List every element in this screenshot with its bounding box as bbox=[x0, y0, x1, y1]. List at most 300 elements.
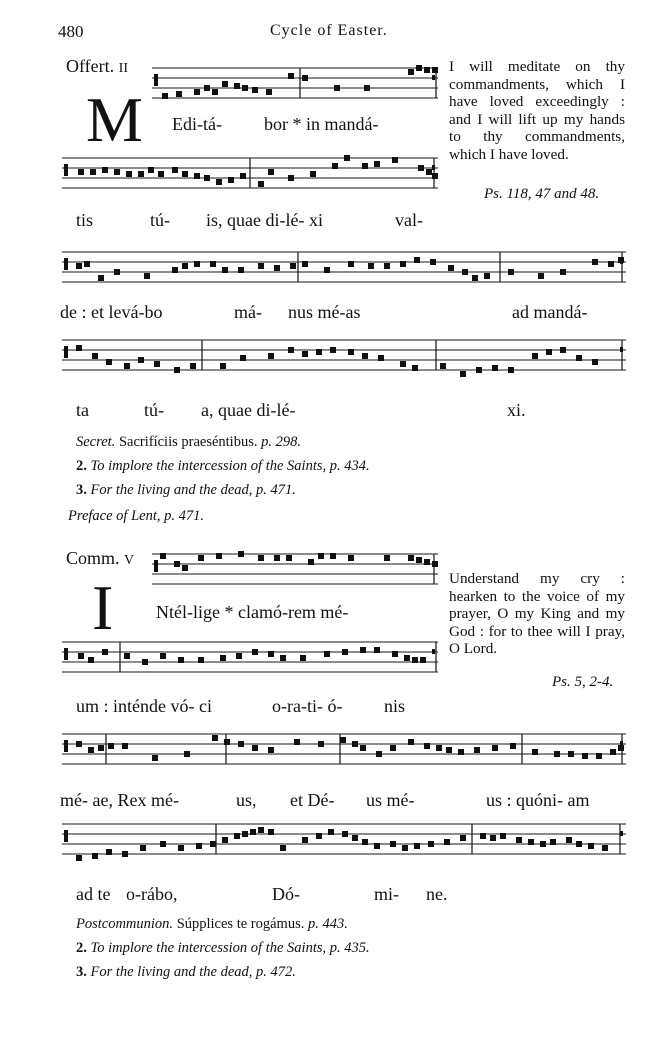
neume-note bbox=[340, 737, 346, 743]
communion-lyric-3a: mé- ae, Rex mé- bbox=[60, 790, 179, 810]
postcomm-commemoration-3-num: 3. bbox=[76, 964, 87, 980]
running-title: Cycle of Easter. bbox=[270, 22, 388, 39]
custos-icon bbox=[432, 649, 435, 654]
neume-note bbox=[196, 843, 202, 849]
offertory-lyric-2c: is, quae di-lé- xi bbox=[206, 210, 323, 230]
neume-note bbox=[610, 749, 616, 755]
neume-note bbox=[90, 169, 96, 175]
secret-line bbox=[76, 434, 301, 451]
neume-note bbox=[462, 269, 468, 275]
neume-note bbox=[510, 743, 516, 749]
neume-note bbox=[528, 839, 534, 845]
neume-note bbox=[384, 555, 390, 561]
postcomm-commemoration-3-ref: p. 472. bbox=[256, 964, 296, 980]
neume-note bbox=[592, 259, 598, 265]
neume-note bbox=[102, 649, 108, 655]
neume-note bbox=[444, 839, 450, 845]
neume-note bbox=[532, 353, 538, 359]
offertory-reference: Ps. 118, 47 and 48. bbox=[484, 186, 600, 202]
neume-note bbox=[268, 651, 274, 657]
neume-note bbox=[332, 163, 338, 169]
neume-note bbox=[294, 739, 300, 745]
neume-note bbox=[258, 263, 264, 269]
neume-note bbox=[194, 173, 200, 179]
neume-note bbox=[408, 555, 414, 561]
neume-note bbox=[302, 75, 308, 81]
neume-note bbox=[216, 179, 222, 185]
neume-note bbox=[268, 169, 274, 175]
neume-note bbox=[362, 163, 368, 169]
neume-note bbox=[490, 835, 496, 841]
commemoration-2-line bbox=[76, 458, 370, 475]
neume-note bbox=[98, 275, 104, 281]
neume-note bbox=[368, 263, 374, 269]
neume-note bbox=[424, 743, 430, 749]
communion-mode: V bbox=[124, 553, 135, 568]
neume-note bbox=[588, 843, 594, 849]
neume-note bbox=[566, 837, 572, 843]
communion-lyric-3b: us, bbox=[236, 790, 257, 810]
neume-note bbox=[144, 273, 150, 279]
neume-note bbox=[302, 261, 308, 267]
neume-note bbox=[252, 87, 258, 93]
neume-note bbox=[432, 173, 438, 179]
neume-note bbox=[328, 829, 334, 835]
neume-note bbox=[224, 739, 230, 745]
neume-note bbox=[390, 745, 396, 751]
neume-note bbox=[602, 845, 608, 851]
neume-note bbox=[420, 657, 426, 663]
postcomm-commemoration-3-text: For the living and the dead, bbox=[90, 964, 253, 980]
neume-note bbox=[162, 93, 168, 99]
postcommunion-line bbox=[76, 916, 348, 933]
neume-note bbox=[204, 85, 210, 91]
preface-text: Preface of Lent, bbox=[68, 508, 161, 524]
neume-note bbox=[424, 559, 430, 565]
clef-icon bbox=[64, 164, 68, 176]
neume-note bbox=[234, 833, 240, 839]
neume-note bbox=[576, 355, 582, 361]
neume-note bbox=[408, 69, 414, 75]
communion-label-text: Comm. bbox=[66, 548, 120, 568]
neume-note bbox=[228, 177, 234, 183]
neume-note bbox=[210, 841, 216, 847]
neume-note bbox=[212, 89, 218, 95]
neume-note bbox=[460, 835, 466, 841]
neume-note bbox=[190, 363, 196, 369]
neume-note bbox=[400, 261, 406, 267]
neume-note bbox=[330, 347, 336, 353]
neume-note bbox=[288, 73, 294, 79]
custos-icon bbox=[620, 259, 623, 264]
secret-ref: p. 298. bbox=[261, 434, 301, 450]
neume-note bbox=[436, 745, 442, 751]
neume-note bbox=[418, 165, 424, 171]
neume-note bbox=[234, 83, 240, 89]
neume-note bbox=[426, 169, 432, 175]
communion-staff-4 bbox=[62, 818, 626, 870]
neume-note bbox=[316, 349, 322, 355]
neume-note bbox=[424, 67, 430, 73]
neume-note bbox=[258, 181, 264, 187]
neume-note bbox=[240, 355, 246, 361]
neume-note bbox=[492, 365, 498, 371]
neume-note bbox=[238, 551, 244, 557]
neume-note bbox=[288, 175, 294, 181]
neume-note bbox=[194, 89, 200, 95]
neume-note bbox=[84, 261, 90, 267]
neume-note bbox=[360, 745, 366, 751]
custos-icon bbox=[620, 741, 623, 746]
neume-note bbox=[374, 647, 380, 653]
communion-label bbox=[66, 548, 134, 569]
neume-note bbox=[554, 751, 560, 757]
neume-note bbox=[204, 175, 210, 181]
neume-note bbox=[480, 833, 486, 839]
neume-note bbox=[124, 363, 130, 369]
neume-note bbox=[158, 171, 164, 177]
neume-note bbox=[310, 171, 316, 177]
neume-note bbox=[376, 751, 382, 757]
neume-note bbox=[404, 655, 410, 661]
neume-note bbox=[472, 275, 478, 281]
neume-note bbox=[124, 653, 130, 659]
offertory-label-text: Offert. bbox=[66, 56, 115, 76]
neume-note bbox=[352, 741, 358, 747]
neume-note bbox=[568, 751, 574, 757]
neume-note bbox=[198, 555, 204, 561]
communion-lyric-4d: mi- bbox=[374, 884, 399, 904]
neume-note bbox=[412, 657, 418, 663]
neume-note bbox=[392, 651, 398, 657]
custos-icon bbox=[620, 831, 623, 836]
neume-note bbox=[240, 173, 246, 179]
secret-label: Secret. bbox=[76, 434, 116, 450]
neume-note bbox=[178, 657, 184, 663]
neume-note bbox=[414, 843, 420, 849]
neume-note bbox=[560, 347, 566, 353]
neume-note bbox=[364, 85, 370, 91]
communion-lyric-3d: us mé- bbox=[366, 790, 415, 810]
communion-lyric-3c: et Dé- bbox=[290, 790, 335, 810]
communion-lyric-4e: ne. bbox=[426, 884, 448, 904]
postcommunion-ref: p. 443. bbox=[307, 916, 348, 932]
offertory-translation: I will meditate on thy commandments, which I have loved exceedingly : and I will lift up my hands to thy commandments, which I have loved. bbox=[449, 58, 625, 163]
neume-note bbox=[268, 747, 274, 753]
neume-note bbox=[362, 353, 368, 359]
neume-note bbox=[390, 841, 396, 847]
neume-note bbox=[102, 167, 108, 173]
neume-note bbox=[302, 351, 308, 357]
offertory-mode: II bbox=[118, 61, 128, 76]
neume-note bbox=[392, 157, 398, 163]
neume-note bbox=[378, 355, 384, 361]
communion-lyric-4c: Dó- bbox=[272, 884, 300, 904]
postcomm-commemoration-2-num: 2. bbox=[76, 940, 87, 956]
clef-icon bbox=[64, 740, 68, 752]
neume-note bbox=[182, 565, 188, 571]
commemoration-3-num: 3. bbox=[76, 482, 87, 498]
neume-note bbox=[88, 747, 94, 753]
neume-note bbox=[252, 649, 258, 655]
neume-note bbox=[268, 353, 274, 359]
neume-note bbox=[342, 831, 348, 837]
neume-note bbox=[140, 845, 146, 851]
communion-lyric-4b: o-rábo, bbox=[126, 884, 178, 904]
neume-note bbox=[402, 845, 408, 851]
offertory-staff-2 bbox=[62, 152, 438, 204]
neume-note bbox=[258, 827, 264, 833]
neume-note bbox=[484, 273, 490, 279]
neume-note bbox=[250, 829, 256, 835]
neume-note bbox=[138, 357, 144, 363]
neume-note bbox=[508, 269, 514, 275]
neume-note bbox=[184, 751, 190, 757]
neume-note bbox=[178, 845, 184, 851]
neume-note bbox=[582, 753, 588, 759]
neume-note bbox=[318, 741, 324, 747]
offertory-lyric-1b: bor * in mandá- bbox=[264, 114, 379, 134]
neume-note bbox=[576, 841, 582, 847]
neume-note bbox=[342, 649, 348, 655]
neume-note bbox=[608, 261, 614, 267]
communion-lyric-2c: nis bbox=[384, 696, 406, 716]
communion-lyric-2a: um : inténde vó- ci bbox=[76, 696, 212, 716]
neume-note bbox=[266, 89, 272, 95]
neume-note bbox=[428, 841, 434, 847]
communion-staff-1 bbox=[152, 548, 438, 598]
custos-icon bbox=[432, 75, 435, 80]
neume-note bbox=[106, 359, 112, 365]
communion-translation: Understand my cry : hearken to the voice of my prayer, O my King and my God : for to thee will I pray, O Lord. bbox=[449, 570, 625, 658]
neume-note bbox=[374, 161, 380, 167]
custos-icon bbox=[432, 561, 435, 566]
neume-note bbox=[316, 833, 322, 839]
communion-lyric-2b: o-ra-ti- ó- bbox=[272, 696, 343, 716]
postcomm-commemoration-2-line bbox=[76, 940, 370, 957]
clef-icon bbox=[154, 74, 158, 86]
neume-note bbox=[274, 265, 280, 271]
neume-note bbox=[492, 745, 498, 751]
commemoration-2-text: To implore the intercession of the Saints, bbox=[90, 458, 327, 474]
neume-note bbox=[88, 657, 94, 663]
neume-note bbox=[532, 749, 538, 755]
neume-note bbox=[142, 659, 148, 665]
neume-note bbox=[258, 555, 264, 561]
secret-text: Sacrifíciis praeséntibus. bbox=[118, 434, 258, 450]
offertory-lyric-3a: de : et levá-bo bbox=[60, 302, 163, 322]
offertory-lyric-1a: Edi-tá- bbox=[172, 114, 222, 134]
neume-note bbox=[348, 555, 354, 561]
communion-reference: Ps. 5, 2-4. bbox=[552, 674, 614, 690]
neume-note bbox=[216, 553, 222, 559]
neume-note bbox=[324, 267, 330, 273]
neume-note bbox=[114, 269, 120, 275]
offertory-lyric-4b: tú- bbox=[144, 400, 164, 420]
custos-icon bbox=[432, 165, 435, 170]
neume-note bbox=[440, 363, 446, 369]
neume-note bbox=[76, 855, 82, 861]
neume-note bbox=[172, 167, 178, 173]
neume-note bbox=[114, 169, 120, 175]
clef-icon bbox=[64, 648, 68, 660]
communion-lyric-3e: us : quóni- am bbox=[486, 790, 590, 810]
neume-note bbox=[268, 829, 274, 835]
neume-note bbox=[220, 655, 226, 661]
neume-note bbox=[280, 845, 286, 851]
preface-line bbox=[68, 508, 204, 525]
neume-note bbox=[222, 81, 228, 87]
neume-note bbox=[414, 257, 420, 263]
neume-note bbox=[288, 347, 294, 353]
neume-note bbox=[160, 841, 166, 847]
neume-note bbox=[302, 837, 308, 843]
neume-note bbox=[412, 365, 418, 371]
postcommunion-text: Súpplices te rogámus. bbox=[176, 916, 305, 932]
neume-note bbox=[300, 655, 306, 661]
neume-note bbox=[212, 735, 218, 741]
neume-note bbox=[516, 837, 522, 843]
neume-note bbox=[92, 353, 98, 359]
neume-note bbox=[400, 361, 406, 367]
neume-note bbox=[176, 91, 182, 97]
neume-note bbox=[476, 367, 482, 373]
neume-note bbox=[432, 67, 438, 73]
neume-note bbox=[274, 555, 280, 561]
neume-note bbox=[550, 839, 556, 845]
offertory-lyric-2a: tis bbox=[76, 210, 94, 230]
offertory-initial: M bbox=[86, 84, 143, 155]
offertory-lyric-4a: ta bbox=[76, 400, 89, 420]
clef-icon bbox=[64, 258, 68, 270]
clef-icon bbox=[64, 830, 68, 842]
neume-note bbox=[160, 553, 166, 559]
neume-note bbox=[430, 259, 436, 265]
neume-note bbox=[174, 561, 180, 567]
communion-lyric-1: Ntél-lige * clamó-rem mé- bbox=[156, 602, 349, 622]
neume-note bbox=[242, 831, 248, 837]
neume-note bbox=[174, 367, 180, 373]
offertory-staff-1 bbox=[152, 62, 438, 114]
neume-note bbox=[448, 265, 454, 271]
neume-note bbox=[546, 349, 552, 355]
postcomm-commemoration-2-ref: p. 435. bbox=[329, 940, 370, 956]
offertory-lyric-3c: nus mé-as bbox=[288, 302, 361, 322]
neume-note bbox=[330, 553, 336, 559]
clef-icon bbox=[154, 560, 158, 572]
neume-note bbox=[152, 755, 158, 761]
neume-note bbox=[210, 261, 216, 267]
communion-staff-3 bbox=[62, 728, 626, 780]
neume-note bbox=[446, 747, 452, 753]
neume-note bbox=[352, 835, 358, 841]
neume-note bbox=[78, 169, 84, 175]
neume-note bbox=[222, 837, 228, 843]
neume-note bbox=[416, 65, 422, 71]
offertory-lyric-2b: tú- bbox=[150, 210, 170, 230]
neume-note bbox=[344, 155, 350, 161]
neume-note bbox=[290, 263, 296, 269]
neume-note bbox=[198, 657, 204, 663]
neume-note bbox=[508, 367, 514, 373]
offertory-lyric-4d: xi. bbox=[507, 400, 526, 420]
neume-note bbox=[92, 853, 98, 859]
neume-note bbox=[348, 261, 354, 267]
offertory-lyric-4c: a, quae di-lé- bbox=[201, 400, 296, 420]
postcomm-commemoration-3-line bbox=[76, 964, 296, 981]
page-number: 480 bbox=[58, 22, 84, 41]
clef-icon bbox=[64, 346, 68, 358]
offertory-label bbox=[66, 56, 128, 77]
neume-note bbox=[182, 171, 188, 177]
communion-lyric-4a: ad te bbox=[76, 884, 111, 904]
neume-note bbox=[416, 557, 422, 563]
neume-note bbox=[138, 171, 144, 177]
neume-note bbox=[538, 273, 544, 279]
neume-note bbox=[324, 651, 330, 657]
neume-note bbox=[238, 267, 244, 273]
offertory-lyric-2d: val- bbox=[395, 210, 423, 230]
neume-note bbox=[348, 349, 354, 355]
neume-note bbox=[160, 653, 166, 659]
neume-note bbox=[154, 361, 160, 367]
neume-note bbox=[108, 743, 114, 749]
neume-note bbox=[76, 345, 82, 351]
commemoration-3-line bbox=[76, 482, 296, 499]
neume-note bbox=[474, 747, 480, 753]
communion-initial: I bbox=[92, 572, 114, 643]
neume-note bbox=[334, 85, 340, 91]
neume-note bbox=[500, 833, 506, 839]
neume-note bbox=[540, 841, 546, 847]
commemoration-2-ref: p. 434. bbox=[329, 458, 370, 474]
neume-note bbox=[280, 655, 286, 661]
neume-note bbox=[172, 267, 178, 273]
commemoration-3-ref: p. 471. bbox=[256, 482, 296, 498]
preface-ref: p. 471. bbox=[164, 508, 204, 524]
neume-note bbox=[286, 555, 292, 561]
postcommunion-label: Postcommunion. bbox=[76, 916, 174, 932]
neume-note bbox=[560, 269, 566, 275]
neume-note bbox=[182, 263, 188, 269]
neume-note bbox=[236, 653, 242, 659]
commemoration-3-text: For the living and the dead, bbox=[90, 482, 253, 498]
neume-note bbox=[76, 741, 82, 747]
neume-note bbox=[220, 363, 226, 369]
offertory-lyric-3b: má- bbox=[234, 302, 262, 322]
neume-note bbox=[242, 85, 248, 91]
neume-note bbox=[122, 851, 128, 857]
neume-note bbox=[318, 553, 324, 559]
neume-note bbox=[460, 371, 466, 377]
neume-note bbox=[360, 647, 366, 653]
offertory-lyric-3d: ad mandá- bbox=[512, 302, 588, 322]
neume-note bbox=[126, 171, 132, 177]
offertory-staff-3 bbox=[62, 246, 626, 298]
communion-staff-2 bbox=[62, 636, 438, 688]
offertory-staff-4 bbox=[62, 334, 626, 386]
neume-note bbox=[238, 741, 244, 747]
neume-note bbox=[222, 267, 228, 273]
commemoration-2-num: 2. bbox=[76, 458, 87, 474]
neume-note bbox=[194, 261, 200, 267]
neume-note bbox=[374, 843, 380, 849]
neume-note bbox=[308, 559, 314, 565]
neume-note bbox=[106, 849, 112, 855]
neume-note bbox=[98, 745, 104, 751]
neume-note bbox=[596, 753, 602, 759]
neume-note bbox=[252, 745, 258, 751]
